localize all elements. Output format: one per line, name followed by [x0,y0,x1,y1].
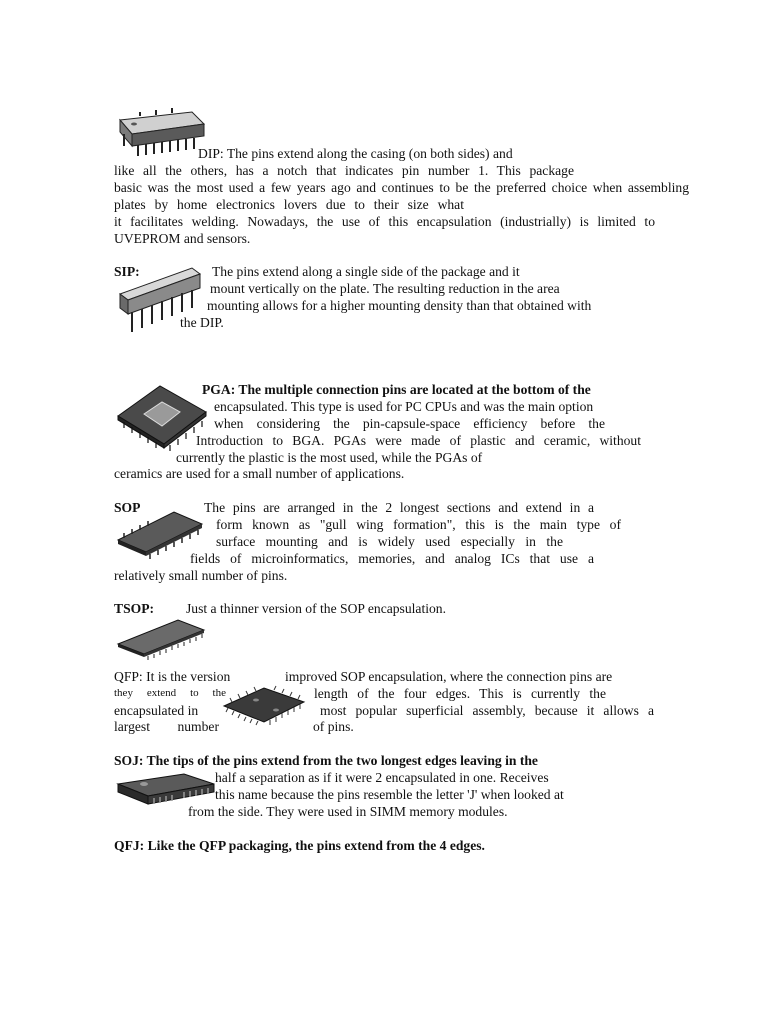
soj-line-3: from the side. They were used in SIMM memory modules. [188,804,508,819]
sop-label: SOP [114,500,141,515]
qfp-chip-icon [218,682,310,728]
tsop-text: Just a thinner version of the SOP encapsulation. [186,601,447,616]
qfp-line-3b: most popular superficial assembly, because it allows a [320,703,654,718]
pga-line-2: when considering the pin-capsule-space efficiency before the [214,416,605,431]
sop-line-3: surface mounting and is widely used especially in the [216,534,563,549]
sip-line-3: mounting allows for a higher mounting density than that obtained with [207,298,592,313]
dip-line-1: DIP: The pins extend along the casing (on both sides) and [198,146,513,161]
sip-line-2: mount vertically on the plate. The resulting reduction in the area [210,281,560,296]
qfp-line-4a: largest number [114,719,219,734]
dip-line-4: plates by home electronics lovers due to their size what [114,197,464,212]
qfp-line-4b: of pins. [313,719,354,734]
sip-line-1: The pins extend along a single side of the package and it [212,264,520,279]
pga-line-4: currently the plastic is the most used, while the PGAs of [176,450,483,465]
qfj-heading: QFJ: Like the QFP packaging, the pins extend from the 4 edges. [114,838,485,853]
pga-heading: PGA: The multiple connection pins are located at the bottom of the [202,382,591,397]
dip-line-6: UVEPROM and sensors. [114,231,251,246]
dip-line-2: like all the others, has a notch that indicates pin number 1. This package [114,163,574,178]
pga-line-5: ceramics are used for a small number of applications. [114,466,405,481]
sip-line-4: the DIP. [180,315,224,330]
sip-label: SIP: [114,264,140,279]
pga-line-3: Introduction to BGA. PGAs were made of plastic and ceramic, without [196,433,641,448]
sop-line-4: fields of microinformatics, memories, and analog ICs that use a [190,551,594,566]
dip-line-5: it facilitates welding. Nowadays, the use of this encapsulation (industrially) is limited to [114,214,655,229]
qfp-line-2a: they extend to the [114,687,226,699]
tsop-chip-icon [114,616,206,662]
sop-line-2: form known as "gull wing formation", this is the main type of [216,517,621,532]
qfp-line-1a: QFP: It is the version [114,669,231,684]
dip-chip-icon [112,106,208,158]
soj-line-1: half a separation as if it were 2 encapsulated in one. Receives [215,770,549,785]
qfp-line-1b: improved SOP encapsulation, where the connection pins are [285,669,613,684]
sop-line-1: The pins are arranged in the 2 longest sections and extend in a [204,500,594,515]
tsop-label: TSOP: [114,601,155,616]
dip-line-3: basic was the most used a few years ago and continues to be the preferred choice when assembling [114,180,689,195]
sop-line-5: relatively small number of pins. [114,568,288,583]
qfp-line-2b: length of the four edges. This is currently the [314,686,606,701]
soj-line-2: this name because the pins resemble the letter 'J' when looked at [215,787,564,802]
soj-heading: SOJ: The tips of the pins extend from the two longest edges leaving in the [114,753,538,768]
pga-line-1: encapsulated. This type is used for PC CPUs and was the main option [214,399,594,414]
qfp-line-3a: encapsulated in [114,703,199,718]
